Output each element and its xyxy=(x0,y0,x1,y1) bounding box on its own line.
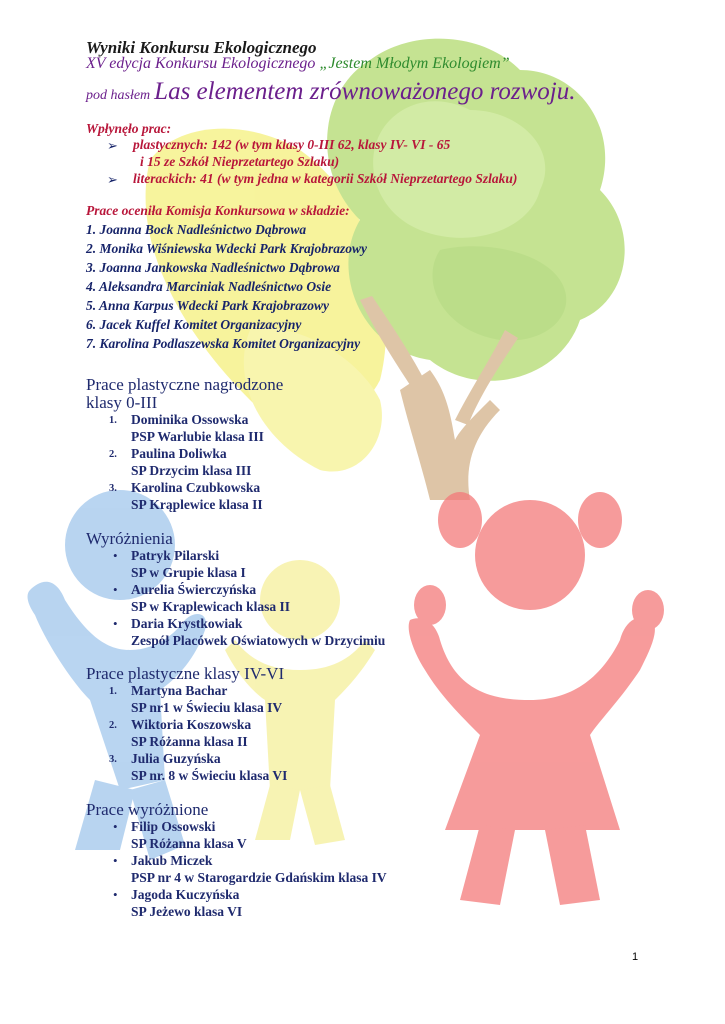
winner-school: SP nr1 w Świeciu klasa IV xyxy=(131,700,283,715)
page-number: 1 xyxy=(632,951,639,963)
jury-member: 6. Jacek Kuffel Komitet Organizacyjny xyxy=(86,317,302,332)
winner-name: Aurelia Świerczyńska xyxy=(131,582,257,597)
winner-school: SP Drzycim klasa III xyxy=(131,463,252,478)
motto-prefix: pod hasłem xyxy=(86,88,151,103)
winner-school: SP Krąplewice klasa II xyxy=(131,497,263,512)
section-title: Prace plastyczne klasy IV-VI xyxy=(86,664,285,683)
arrow-bullet-icon: ➢ xyxy=(107,138,118,153)
document-title: Wyniki Konkursu Ekologicznego xyxy=(86,38,317,57)
arrow-bullet-icon: ➢ xyxy=(107,172,118,187)
section-subtitle: klasy 0-III xyxy=(86,393,158,412)
list-bullet: • xyxy=(113,887,118,902)
winner-name: Filip Ossowski xyxy=(131,819,216,834)
jury-member: 5. Anna Karpus Wdecki Park Krajobrazowy xyxy=(86,298,330,313)
motto-text: Las elementem zrównoważonego rozwoju. xyxy=(154,78,576,105)
winner-name: Paulina Doliwka xyxy=(131,446,227,461)
list-number: 2. xyxy=(109,720,117,731)
submissions-heading: Wpłynęło prac: xyxy=(86,121,172,136)
section-title: Prace wyróżnione xyxy=(86,800,209,819)
winner-name: Julia Guzyńska xyxy=(131,751,221,766)
winner-school: SP Jeżewo klasa VI xyxy=(131,904,243,919)
list-number: 1. xyxy=(109,415,117,426)
section-title: Prace plastyczne nagrodzone xyxy=(86,375,284,394)
winner-school: SP Różanna klasa V xyxy=(131,836,247,851)
winner-school: SP nr. 8 w Świeciu klasa VI xyxy=(131,768,288,783)
list-bullet: • xyxy=(113,582,118,597)
submissions-literary: literackich: 41 (w tym jedna w kategorii Szkół Nieprzetartego Szlaku) xyxy=(133,171,518,186)
list-bullet: • xyxy=(113,616,118,631)
list-number: 2. xyxy=(109,449,117,460)
winner-school: SP w Krąplewicach klasa II xyxy=(131,599,291,614)
winner-name: Jakub Miczek xyxy=(131,853,213,868)
winner-name: Dominika Ossowska xyxy=(131,412,249,427)
jury-member: 3. Joanna Jankowska Nadleśnictwo Dąbrowa xyxy=(86,260,340,275)
winner-school: SP w Grupie klasa I xyxy=(131,565,246,580)
list-number: 3. xyxy=(109,754,117,765)
motto-line xyxy=(86,78,575,106)
submissions-plastic-line2: i 15 ze Szkół Nieprzetartego Szlaku) xyxy=(140,154,340,169)
submissions-plastic-line1: plastycznych: 142 (w tym klasy 0-III 62, klasy IV- VI - 65 xyxy=(133,137,451,152)
winner-name: Wiktoria Koszowska xyxy=(131,717,252,732)
edition-text: XV edycja Konkursu Ekologicznego xyxy=(86,55,316,72)
list-bullet: • xyxy=(113,548,118,563)
jury-member: 7. Karolina Podlaszewska Komitet Organizacyjny xyxy=(86,336,361,351)
jury-member: 1. Joanna Bock Nadleśnictwo Dąbrowa xyxy=(86,222,307,237)
winner-name: Martyna Bachar xyxy=(131,683,228,698)
winner-name: Karolina Czubkowska xyxy=(131,480,261,495)
edition-line xyxy=(86,55,510,73)
list-bullet: • xyxy=(113,853,118,868)
jury-member: 4. Aleksandra Marciniak Nadleśnictwo Osie xyxy=(86,279,332,294)
jury-member: 2. Monika Wiśniewska Wdecki Park Krajobrazowy xyxy=(86,241,368,256)
winner-school: PSP Warlubie klasa III xyxy=(131,429,264,444)
winner-school: Zespół Placówek Oświatowych w Drzycimiu xyxy=(131,633,386,648)
list-bullet: • xyxy=(113,819,118,834)
winner-name: Daria Krystkowiak xyxy=(131,616,243,631)
winner-name: Jagoda Kuczyńska xyxy=(131,887,240,902)
jury-heading: Prace oceniła Komisja Konkursowa w składzie: xyxy=(86,203,350,218)
winner-school: PSP nr 4 w Starogardzie Gdańskim klasa IV xyxy=(131,870,387,885)
list-number: 1. xyxy=(109,686,117,697)
list-number: 3. xyxy=(109,483,117,494)
winner-name: Patryk Pilarski xyxy=(131,548,220,563)
edition-quote: „Jestem Młodym Ekologiem” xyxy=(319,55,510,72)
section-title: Wyróżnienia xyxy=(86,529,173,548)
winner-school: SP Różanna klasa II xyxy=(131,734,248,749)
